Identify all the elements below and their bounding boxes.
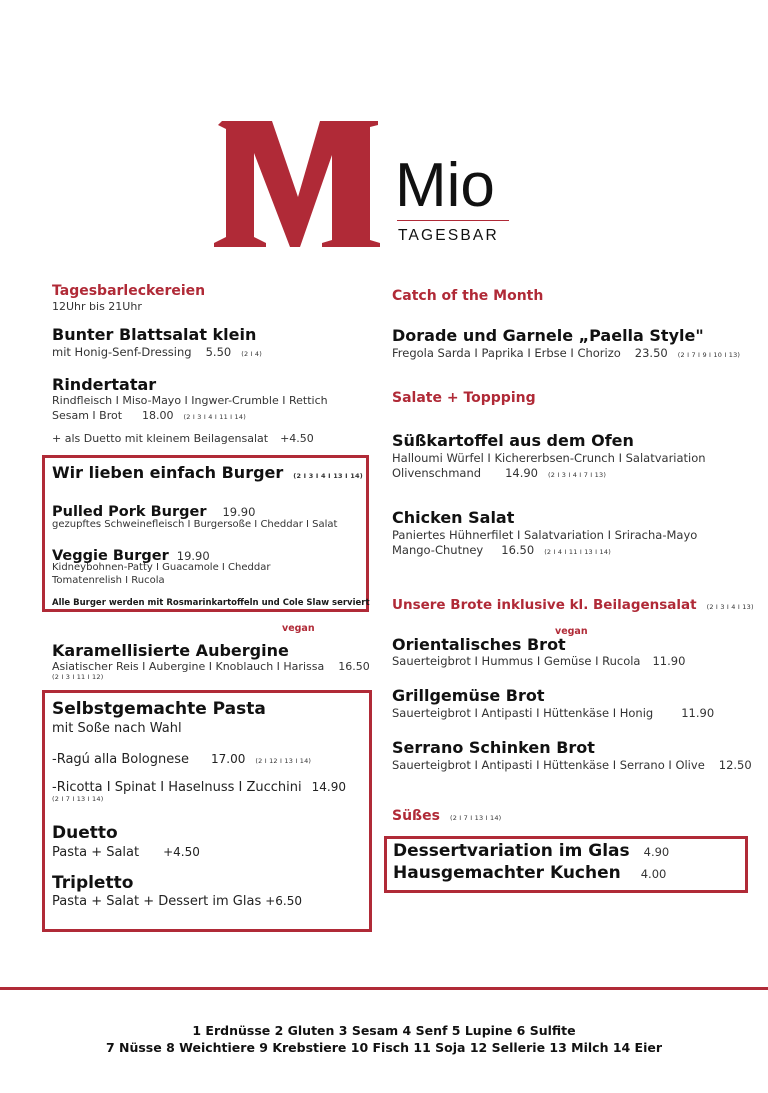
item-grill-title: Grillgemüse Brot [392, 686, 545, 705]
section-catch: Catch of the Month [392, 288, 544, 304]
price: 14.90 [505, 466, 538, 480]
allergen-legend-line2: 7 Nüsse 8 Weichtiere 9 Krebstiere 10 Fisch 11 Soja 12 Sellerie 13 Milch 14 Eier [105, 1040, 663, 1055]
pasta-tripletto [52, 894, 302, 909]
duetto-note [52, 432, 314, 445]
desc-text: Mango-Chutney [392, 543, 484, 557]
desc-text: Asiatischer Reis I Aubergine I Knoblauch I Harissa [52, 660, 325, 673]
desc-text: Sesam I Brot [52, 409, 123, 422]
price: 16.50 [501, 543, 535, 557]
text: Pasta + Salat + Dessert im Glas [52, 894, 262, 909]
title: Veggie Burger [52, 548, 169, 564]
logo-subtitle: TAGESBAR [398, 227, 499, 244]
pasta-tripletto-title: Tripletto [52, 873, 134, 893]
allergens: (2 I 7 I 9 I 10 I 13) [677, 351, 741, 359]
pasta-title: Selbstgemachte Pasta [52, 699, 266, 719]
logo [210, 115, 520, 250]
item-dorade-title: Dorade und Garnele „Paella Style" [392, 326, 704, 345]
section-suesses-title: Süßes [392, 808, 440, 824]
title: Pulled Pork Burger [52, 504, 207, 520]
pasta-ragu [52, 752, 311, 767]
footer-divider [0, 987, 768, 990]
item-serrano-desc [392, 758, 752, 772]
text: -Ricotta I Spinat I Haselnuss I Zucchini [52, 780, 302, 795]
allergens: (2 I 4 I 11 I 13 I 14) [544, 548, 611, 556]
item-blattsalat-desc [52, 345, 262, 359]
desc-text: Sauerteigbrot I Antipasti I Hüttenkäse I Serrano I Olive [392, 758, 705, 772]
pasta-duetto-title: Duetto [52, 823, 118, 843]
desc-text: mit Honig-Senf-Dressing [52, 345, 192, 359]
price: 19.90 [176, 549, 210, 563]
price: 11.90 [652, 654, 686, 668]
burger-title [52, 463, 363, 482]
price: +4.50 [280, 432, 314, 445]
item-kuchen [393, 863, 666, 883]
item-tatar-title: Rindertatar [52, 375, 157, 394]
item-chicken-desc1: Paniertes Hühnerfilet I Salatvariation I Sriracha-Mayo [392, 528, 698, 542]
section-tagesbarleckereien: Tagesbarleckereien [52, 283, 206, 299]
logo-divider [397, 220, 509, 221]
title: Dessertvariation im Glas [393, 841, 630, 861]
price: 14.90 [311, 780, 346, 794]
item-pulled-pork-desc: gezupftes Schweinefleisch I Burgersoße I Cheddar I Salat [52, 519, 338, 530]
desc-text: Olivenschmand [392, 466, 482, 480]
allergen-legend-line1: 1 Erdnüsse 2 Gluten 3 Sesam 4 Senf 5 Lupine 6 Sulfite [192, 1023, 576, 1038]
pasta-subtitle: mit Soße nach Wahl [52, 721, 182, 736]
price: 23.50 [634, 346, 668, 360]
item-serrano-title: Serrano Schinken Brot [392, 738, 595, 757]
text: -Ragú alla Bolognese [52, 752, 190, 767]
price: 4.90 [643, 845, 670, 859]
pasta-ricotta-allergens: (2 I 7 I 13 I 14) [52, 795, 104, 803]
allergens: (2 I 3 I 4 I 11 I 14) [183, 413, 246, 421]
allergens: (2 I 7 I 13 I 14) [449, 814, 502, 822]
allergens: (2 I 12 I 13 I 14) [255, 757, 312, 765]
logo-m-mark [210, 115, 390, 250]
pasta-ricotta [52, 780, 346, 795]
price: 5.50 [205, 345, 232, 359]
note-text: + als Duetto mit kleinem Beilagensalat [52, 432, 269, 445]
item-veggie-desc2: Tomatenrelish I Rucola [52, 575, 165, 586]
price: 17.00 [211, 752, 246, 766]
item-aubergine-allergens: (2 I 3 I 11 I 12) [52, 673, 104, 681]
logo-name: Mio [395, 151, 495, 220]
burger-note: Alle Burger werden mit Rosmarinkartoffeln und Cole Slaw serviert [52, 598, 370, 608]
item-aubergine-title: Karamellisierte Aubergine [52, 641, 289, 660]
price: 18.00 [142, 409, 174, 422]
text: Pasta + Salat [52, 845, 140, 860]
allergens: (2 I 4) [241, 350, 262, 358]
title: Hausgemachter Kuchen [393, 863, 621, 883]
price: 11.90 [681, 706, 715, 720]
price: +4.50 [163, 845, 200, 859]
item-suesskartoffel-title: Süßkartoffel aus dem Ofen [392, 431, 634, 450]
item-suesskartoffel-desc2 [392, 466, 606, 480]
price: 19.90 [222, 505, 256, 519]
burger-title-text: Wir lieben einfach Burger [52, 463, 284, 482]
item-suesskartoffel-desc1: Halloumi Würfel I Kichererbsen-Crunch I Salatvariation [392, 451, 706, 465]
price: 4.00 [640, 867, 667, 881]
pasta-duetto [52, 845, 200, 860]
item-dessert [393, 841, 669, 861]
allergens: (2 I 3 I 4 I 13 I 14) [293, 472, 363, 480]
item-chicken-desc2 [392, 543, 611, 557]
vegan-label: vegan [555, 626, 588, 637]
desc-text: Fregola Sarda I Paprika I Erbse I Chorizo [392, 346, 621, 360]
item-dorade-desc [392, 346, 740, 360]
item-orient-desc [392, 654, 685, 668]
section-salate: Salate + Toppping [392, 390, 536, 406]
allergens: (2 I 3 I 4 I 7 I 13) [548, 471, 607, 479]
desc-text: Sauerteigbrot I Hummus I Gemüse I Rucola [392, 654, 641, 668]
item-tatar-desc1: Rindfleisch I Miso-Mayo I Ingwer-Crumble I Rettich [52, 394, 328, 407]
allergens: (2 I 3 I 4 I 13) [706, 603, 754, 611]
item-grill-desc [392, 706, 714, 720]
item-blattsalat-title: Bunter Blattsalat klein [52, 325, 257, 344]
section-brote-title: Unsere Brote inklusive kl. Beilagensalat [392, 597, 697, 613]
item-aubergine-desc [52, 660, 370, 673]
item-veggie-desc1: Kidneybohnen-Patty I Guacamole I Cheddar [52, 562, 271, 573]
section-suesses [392, 808, 501, 824]
item-pulled-pork [52, 501, 255, 520]
opening-hours: 12Uhr bis 21Uhr [52, 300, 142, 313]
price: +6.50 [265, 894, 303, 908]
section-brote [392, 597, 754, 613]
item-chicken-title: Chicken Salat [392, 508, 515, 527]
item-orient-title: Orientalisches Brot [392, 635, 566, 654]
price: 12.50 [718, 758, 752, 772]
desc-text: Sauerteigbrot I Antipasti I Hüttenkäse I Honig [392, 706, 654, 720]
price: 16.50 [338, 660, 370, 673]
vegan-label: vegan [282, 623, 315, 634]
item-tatar-desc2 [52, 409, 246, 422]
